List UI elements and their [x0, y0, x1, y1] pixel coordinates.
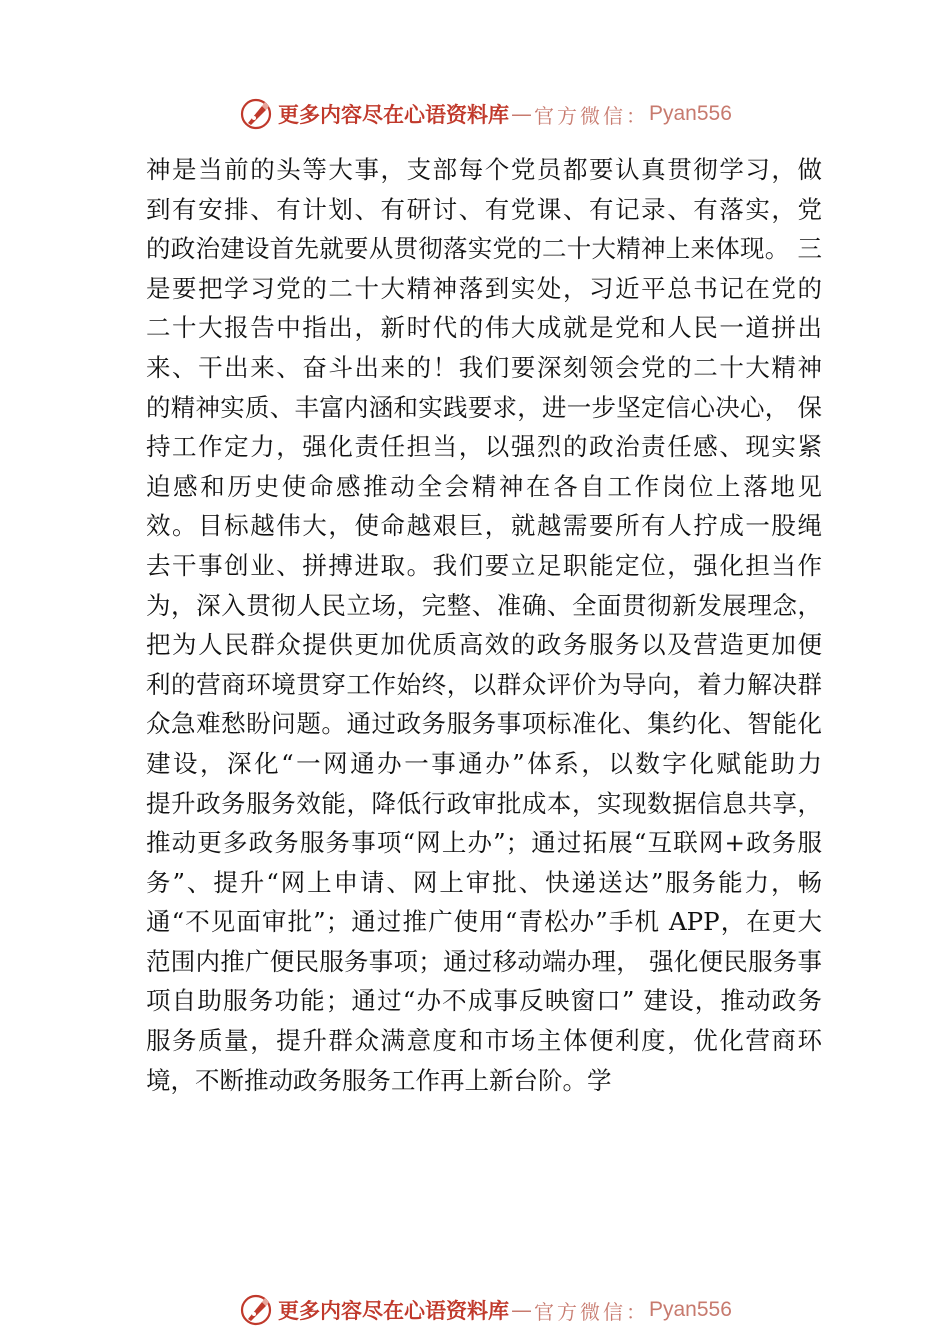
- body-line: 的政治建设首先就要从贯彻落实党的二十大精神上来体现。 三: [146, 234, 822, 264]
- body-line: 二十大报告中指出，新时代的伟大成就是党和人民一道拼出: [146, 313, 822, 343]
- banner-dash: —: [511, 102, 532, 126]
- body-line: 务”、提升“网上申请、网上审批、快递送达”服务能力，畅: [146, 867, 822, 897]
- body-line: 范围内推广便民服务事项；通过移动端办理， 强化便民服务事: [146, 946, 822, 976]
- header-banner: [238, 94, 758, 134]
- banner-brand-text: 更多内容尽在心语资料库: [278, 102, 509, 127]
- banner-wechat-id: Pyan556: [649, 1298, 732, 1321]
- body-line: 的精神实质、丰富内涵和实践要求，进一步坚定信心决心， 保: [146, 392, 822, 422]
- banner-dash: —: [511, 1298, 532, 1322]
- footer-banner: [238, 1290, 758, 1330]
- document-body: [146, 150, 822, 1100]
- body-line: 境，不断推动政务服务工作再上新台阶。学: [146, 1065, 612, 1095]
- pen-nib-logo-icon: [238, 96, 274, 132]
- body-line: 持工作定力，强化责任担当，以强烈的政治责任感、现实紧: [146, 432, 822, 462]
- body-line: 服务质量，提升群众满意度和市场主体便利度，优化营商环: [146, 1026, 822, 1056]
- body-line: 迫感和历史使命感推动全会精神在各自工作岗位上落地见: [146, 471, 822, 501]
- banner-wechat-id: Pyan556: [649, 102, 732, 125]
- body-line: 建设，深化“一网通办一事通办”体系，以数字化赋能助力: [146, 748, 822, 778]
- pen-nib-logo-icon: [238, 1292, 274, 1328]
- body-line: 推动更多政务服务事项“网上办”；通过拓展“互联网+政务服: [146, 828, 822, 858]
- body-line: 利的营商环境贯穿工作始终，以群众评价为导向，着力解决群: [146, 669, 822, 699]
- body-line: 到有安排、有计划、有研讨、有党课、有记录、有落实，党: [146, 194, 822, 224]
- banner-official-label: 官方微信：: [534, 1299, 649, 1324]
- body-line: 把为人民群众提供更加优质高效的政务服务以及营造更加便: [146, 630, 822, 660]
- body-line: 来、干出来、奋斗出来的！我们要深刻领会党的二十大精神: [146, 352, 822, 382]
- body-line: 是要把学习党的二十大精神落到实处，习近平总书记在党的: [146, 273, 822, 303]
- body-line: 效。目标越伟大，使命越艰巨，就越需要所有人拧成一股绳: [146, 511, 822, 541]
- body-line: 去干事创业、拼搏进取。我们要立足职能定位，强化担当作: [146, 550, 822, 580]
- banner-official-label: 官方微信：: [534, 103, 649, 128]
- body-line: 提升政务服务效能，降低行政审批成本，实现数据信息共享，: [146, 788, 822, 818]
- body-line: 项自助服务功能；通过“办不成事反映窗口” 建设，推动政务: [146, 986, 822, 1016]
- banner-brand-text: 更多内容尽在心语资料库: [278, 1298, 509, 1323]
- body-line: 众急难愁盼问题。通过政务服务事项标准化、集约化、智能化: [146, 709, 822, 739]
- body-line: 通“不见面审批”；通过推广使用“青松办”手机 APP，在更大: [146, 907, 822, 937]
- body-line: 为，深入贯彻人民立场，完整、准确、全面贯彻新发展理念，: [146, 590, 822, 620]
- body-line: 神是当前的头等大事，支部每个党员都要认真贯彻学习，做: [146, 155, 822, 184]
